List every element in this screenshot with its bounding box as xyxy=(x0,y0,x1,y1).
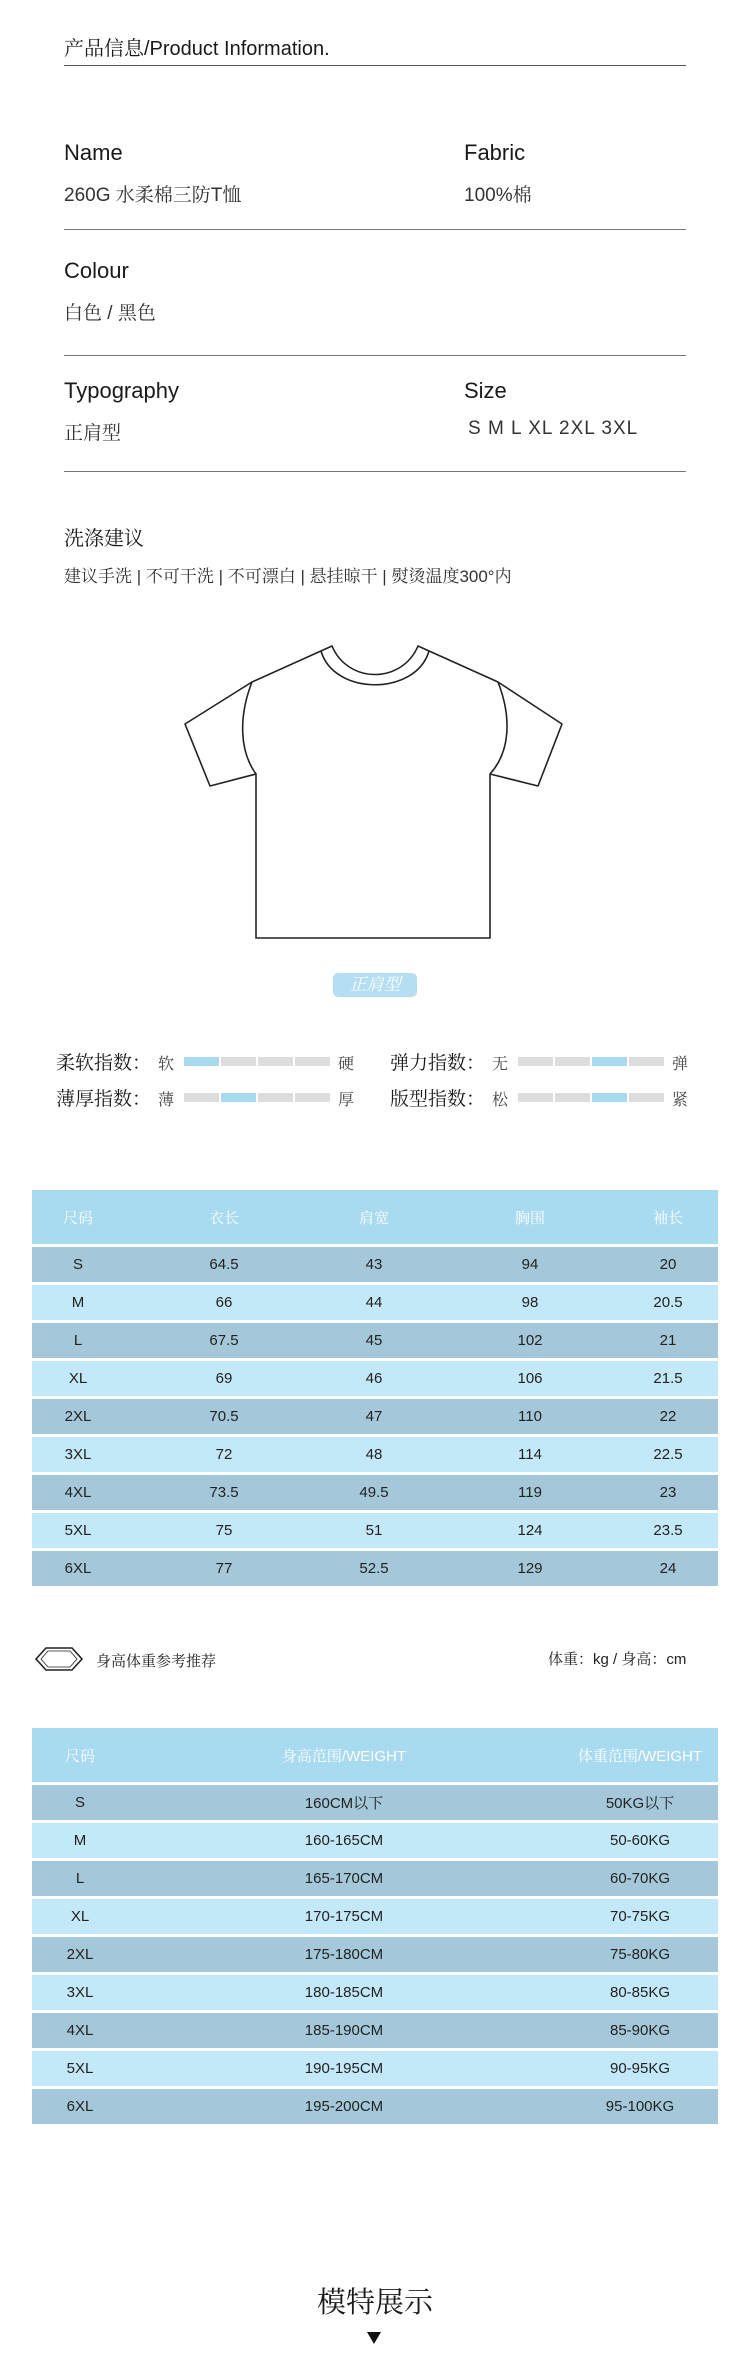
table-cell: 69 xyxy=(215,1370,233,1387)
table-row xyxy=(32,1396,718,1434)
wash-title: 洗涤建议 xyxy=(64,528,144,550)
index-bar-segment xyxy=(518,1057,553,1066)
table-cell: 180-185CM xyxy=(304,1984,384,2001)
table-cell: 4XL xyxy=(64,1484,92,1501)
table-cell: XL xyxy=(70,1908,90,1925)
table-header xyxy=(32,1728,718,1782)
height-weight-table xyxy=(32,1728,718,2124)
info-row-typography xyxy=(64,378,686,472)
table-cell: 3XL xyxy=(66,1984,94,2001)
table-cell: 21.5 xyxy=(653,1370,683,1387)
header-cell: 体重范围/WEIGHT xyxy=(577,1747,703,1765)
table-cell: S xyxy=(74,1794,86,1811)
table-cell: 52.5 xyxy=(359,1560,389,1577)
header-cell: 尺码 xyxy=(62,1209,94,1227)
tshirt-illustration xyxy=(180,640,570,950)
table-row xyxy=(32,2048,718,2086)
table-cell: 70.5 xyxy=(209,1408,239,1425)
index-bar-segment xyxy=(592,1093,627,1102)
table-row xyxy=(32,2010,718,2048)
table-cell: 98 xyxy=(521,1294,539,1311)
index-high: 硬 xyxy=(338,1056,355,1073)
table-cell: 5XL xyxy=(66,2060,94,2077)
tshirt-icon xyxy=(180,640,570,950)
table-cell: 119 xyxy=(518,1484,542,1501)
table-cell: 22 xyxy=(659,1408,677,1425)
model-section-title: 模特展示 xyxy=(316,2287,433,2319)
fabric-label: Fabric xyxy=(464,140,526,165)
triangle-down-icon xyxy=(367,2332,381,2344)
table-cell: 165-170CM xyxy=(304,1870,384,1887)
index-bar-segment xyxy=(221,1057,256,1066)
index-label: 柔软指数： xyxy=(56,1053,152,1074)
header-cell: 肩宽 xyxy=(358,1209,390,1227)
table-row xyxy=(32,1858,718,1896)
index-bar xyxy=(518,1057,664,1066)
table-cell: 94 xyxy=(521,1256,539,1273)
table-cell: 110 xyxy=(518,1408,542,1425)
index-bar-segment xyxy=(184,1093,219,1102)
info-row-colour xyxy=(64,258,686,356)
table-row xyxy=(32,1434,718,1472)
table-cell: 102 xyxy=(517,1332,543,1349)
index-label: 弹力指数： xyxy=(390,1053,486,1074)
index-bar-segment xyxy=(258,1057,293,1066)
table-cell: 70-75KG xyxy=(609,1908,671,1925)
size-value: S M L XL 2XL 3XL xyxy=(468,418,639,439)
table-cell: 185-190CM xyxy=(304,2022,384,2039)
size-label: Size xyxy=(464,378,507,403)
table-cell: 23.5 xyxy=(653,1522,683,1539)
table-cell: 6XL xyxy=(66,2098,94,2115)
table-cell: 64.5 xyxy=(209,1256,239,1273)
table-row xyxy=(32,2086,718,2124)
table-cell: 67.5 xyxy=(209,1332,239,1349)
index-thickness xyxy=(56,1084,356,1110)
info-row-name xyxy=(64,138,686,230)
name-value: 260G 水柔棉三防T恤 xyxy=(64,185,242,206)
table-cell: 6XL xyxy=(64,1560,92,1577)
index-bar-segment xyxy=(629,1057,664,1066)
index-high: 紧 xyxy=(672,1092,689,1109)
table-cell: 22.5 xyxy=(653,1446,683,1463)
header-cell: 袖长 xyxy=(652,1209,684,1227)
index-elasticity xyxy=(390,1048,700,1074)
index-bar-segment xyxy=(221,1093,256,1102)
table-cell: 72 xyxy=(215,1446,233,1463)
table-cell: XL xyxy=(68,1370,88,1387)
index-low: 薄 xyxy=(158,1092,175,1109)
header-cell: 胸围 xyxy=(514,1209,546,1227)
table-cell: 90-95KG xyxy=(609,2060,671,2077)
table-cell: S xyxy=(72,1256,84,1273)
index-label: 版型指数： xyxy=(390,1089,486,1110)
table-cell: 51 xyxy=(365,1522,383,1539)
table-cell: 20.5 xyxy=(653,1294,683,1311)
table-row xyxy=(32,1282,718,1320)
index-bar-segment xyxy=(295,1057,330,1066)
index-bar-segment xyxy=(592,1057,627,1066)
table-cell: 24 xyxy=(659,1560,677,1577)
index-low: 无 xyxy=(492,1056,509,1073)
table-cell: 170-175CM xyxy=(304,1908,384,1925)
index-bar xyxy=(518,1093,664,1102)
table-cell: 75 xyxy=(215,1522,233,1539)
table-row xyxy=(32,1244,718,1282)
table-cell: 195-200CM xyxy=(304,2098,384,2115)
section-title: 产品信息/Product Information. xyxy=(64,38,330,60)
table-cell: 160-165CM xyxy=(304,1832,384,1849)
table-cell: 160CM以下 xyxy=(304,1795,384,1812)
table-cell: 175-180CM xyxy=(304,1946,384,1963)
table-row xyxy=(32,1472,718,1510)
table-header xyxy=(32,1190,718,1244)
index-low: 软 xyxy=(158,1056,175,1073)
table-cell: 4XL xyxy=(66,2022,94,2039)
header-cell: 衣长 xyxy=(208,1209,240,1227)
table-cell: 47 xyxy=(365,1408,383,1425)
table-cell: 48 xyxy=(365,1446,383,1463)
index-bar-segment xyxy=(555,1057,590,1066)
table-cell: 50-60KG xyxy=(609,1832,671,1849)
index-label: 薄厚指数： xyxy=(56,1089,152,1110)
table-cell: 23 xyxy=(659,1484,677,1501)
size-table xyxy=(32,1190,718,1586)
table-row xyxy=(32,1972,718,2010)
table-cell: 129 xyxy=(517,1560,543,1577)
index-bar-segment xyxy=(295,1093,330,1102)
table-cell: 75-80KG xyxy=(609,1946,671,1963)
wash-instructions: 建议手洗 | 不可干洗 | 不可漂白 | 悬挂晾干 | 熨烫温度300°内 xyxy=(64,567,512,586)
table-cell: 124 xyxy=(517,1522,543,1539)
table-row xyxy=(32,1548,718,1586)
table-cell: 43 xyxy=(365,1256,383,1273)
index-bar-segment xyxy=(518,1093,553,1102)
table-cell: 106 xyxy=(517,1370,543,1387)
table-row xyxy=(32,1510,718,1548)
brand-seal-icon xyxy=(32,1645,86,1673)
index-high: 弹 xyxy=(672,1056,689,1073)
table-cell: 114 xyxy=(518,1446,542,1463)
table-cell: 5XL xyxy=(64,1522,92,1539)
index-low: 松 xyxy=(492,1092,509,1109)
table-cell: 73.5 xyxy=(209,1484,239,1501)
table-cell: 95-100KG xyxy=(605,2098,675,2115)
table-row xyxy=(32,1358,718,1396)
section-header xyxy=(64,32,686,66)
table-cell: 77 xyxy=(215,1560,233,1577)
table-cell: 66 xyxy=(215,1294,233,1311)
table-cell: 44 xyxy=(365,1294,383,1311)
reference-units: 体重：kg / 身高：cm xyxy=(548,1651,687,1668)
index-bar-segment xyxy=(258,1093,293,1102)
index-bar xyxy=(184,1057,330,1066)
table-cell: 2XL xyxy=(64,1408,92,1425)
table-cell: 190-195CM xyxy=(304,2060,384,2077)
table-cell: 50KG以下 xyxy=(605,1795,675,1812)
fabric-value: 100%棉 xyxy=(464,185,532,206)
table-cell: 20 xyxy=(659,1256,677,1273)
table-cell: 80-85KG xyxy=(609,1984,671,2001)
table-cell: 2XL xyxy=(66,1946,94,1963)
typography-label: Typography xyxy=(64,378,179,403)
table-cell: 3XL xyxy=(64,1446,92,1463)
index-bar-segment xyxy=(555,1093,590,1102)
colour-label: Colour xyxy=(64,258,129,283)
index-bar xyxy=(184,1093,330,1102)
table-row xyxy=(32,1320,718,1358)
table-row xyxy=(32,1934,718,1972)
table-row xyxy=(32,1896,718,1934)
table-cell: L xyxy=(73,1332,83,1349)
table-row xyxy=(32,1782,718,1820)
table-cell: 46 xyxy=(365,1370,383,1387)
index-bar-segment xyxy=(629,1093,664,1102)
index-softness xyxy=(56,1048,356,1074)
name-label: Name xyxy=(64,140,123,165)
index-bar-segment xyxy=(184,1057,219,1066)
typography-value: 正肩型 xyxy=(64,423,122,444)
table-cell: 45 xyxy=(365,1332,383,1349)
table-cell: 21 xyxy=(659,1332,677,1349)
table-cell: L xyxy=(75,1870,85,1887)
table-cell: M xyxy=(73,1832,87,1849)
table-cell: 60-70KG xyxy=(609,1870,671,1887)
index-fit xyxy=(390,1084,700,1110)
header-cell: 尺码 xyxy=(64,1747,96,1765)
index-high: 厚 xyxy=(338,1092,355,1109)
table-cell: 49.5 xyxy=(359,1484,389,1501)
header-cell: 身高范围/WEIGHT xyxy=(281,1747,407,1765)
colour-value: 白色 / 黑色 xyxy=(64,303,156,324)
table-cell: M xyxy=(71,1294,85,1311)
fit-badge: 正肩型 xyxy=(333,973,417,997)
table-row xyxy=(32,1820,718,1858)
table-cell: 85-90KG xyxy=(609,2022,671,2039)
reference-title: 身高体重参考推荐 xyxy=(96,1653,217,1670)
